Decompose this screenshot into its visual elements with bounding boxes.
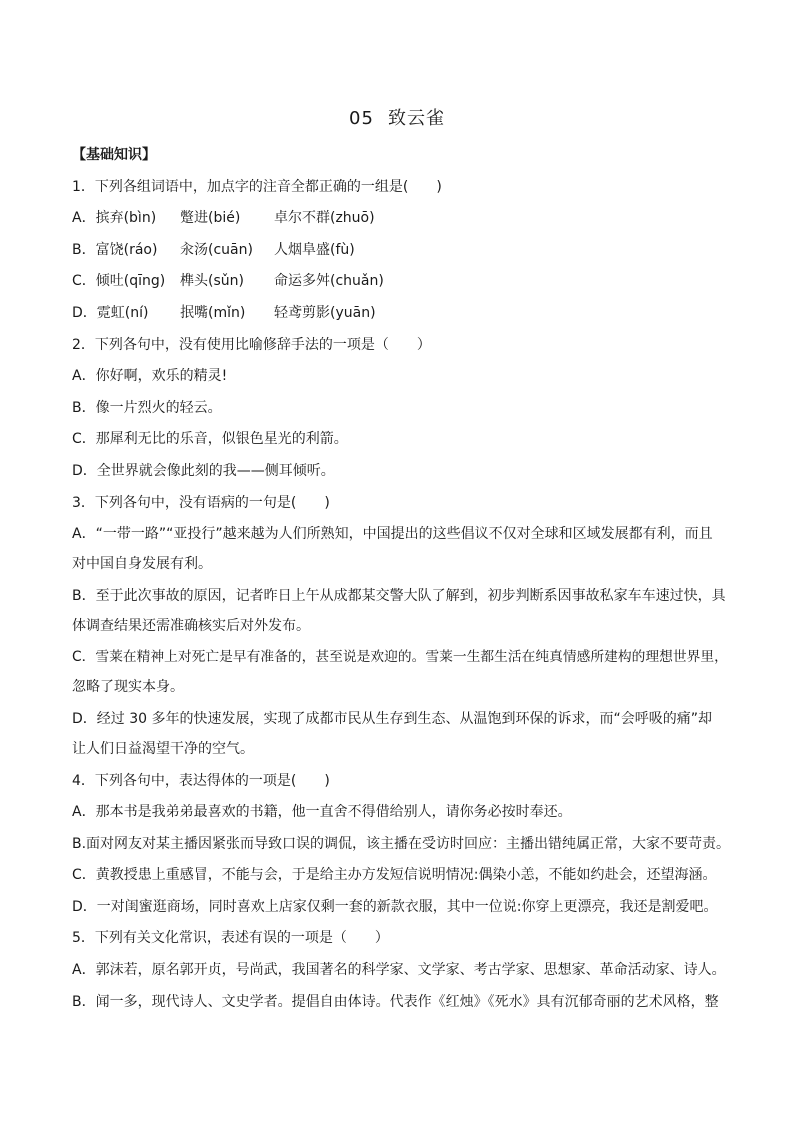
q3-option-b-line2: 体调查结果还需准确核实后对外发布。 [72,617,310,634]
q1-d-1: D．霓虹(ní) [72,304,149,321]
q3-option-c-line1: C．雪莱在精神上对死亡是早有准备的，甚至说是欢迎的。雪莱一生都生活在纯真情感所建构的理想世界里， [72,649,728,666]
q4-stem: 4．下列各句中，表达得体的一项是( ) [72,772,330,789]
lesson-title: 致云雀 [387,108,445,129]
q1-b-3: 人烟阜盛(fù) [274,241,355,258]
q1-a-2: 蹩进(bié) [180,210,241,227]
q3-option-a-line2: 对中国自身发展有利。 [72,556,212,573]
q2-option-c: C．那犀利无比的乐音，似银色星光的利箭。 [72,431,348,448]
q3-option-a-line1: A．“一带一路”“亚投行”越来越为人们所熟知，中国提出的这些倡议不仅对全球和区域发展都有利，而且 [72,526,713,543]
q1-b-1: B．富饶(ráo) [72,241,158,258]
q3-stem: 3．下列各句中，没有语病的一句是( ) [72,494,330,511]
lesson-number: 05 [349,108,374,129]
q4-option-b: B.面对网友对某主播因紧张而导致口误的调侃，该主播在受访时回应：主播出错纯属正常，大家不要苛责。 [72,835,731,852]
q1-c-1: C．倾吐(qīng) [72,273,166,290]
q2-option-a: A．你好啊，欢乐的精灵! [72,368,228,385]
q1-c-2: 榫头(sǔn) [180,273,244,290]
q3-option-c-line2: 忽略了现实本身。 [72,679,184,696]
q2-stem: 2．下列各句中，没有使用比喻修辞手法的一项是（ ） [72,336,431,353]
q1-a-3: 卓尔不群(zhuō) [274,210,375,227]
q1-option-b [72,240,734,272]
q1-option-a [72,208,734,240]
q2-option-b: B．像一片烈火的轻云。 [72,399,222,416]
q1-c-3: 命运多舛(chuǎn) [274,273,384,290]
q1-b-2: 汆汤(cuān) [180,241,253,258]
q3-option-d-line1: D．经过 30 多年的快速发展，实现了成都市民从生存到生态、从温饱到环保的诉求，而“会呼吸的痛”却 [72,710,712,727]
q5-option-b: B．闻一多，现代诗人、文史学者。提倡自由体诗。代表作《红烛》《死水》具有沉郁奇丽的艺术风格，整 [72,993,719,1010]
q5-stem: 5．下列有关文化常识，表述有误的一项是（ ） [72,930,389,947]
q4-option-c: C．黄教授患上重感冒，不能与会，于是给主办方发短信说明情况:偶染小恙，不能如约赴会，还望海涵。 [72,867,717,884]
q3-option-b-line1: B．至于此次事故的原因，记者昨日上午从成都某交警大队了解到，初步判断系因事故私家车车速过快，具 [72,587,726,604]
page-title [0,104,794,130]
q1-a-1: A．摈弃(bìn) [72,210,157,227]
exercise-content [72,145,734,1023]
q4-option-d: D．一对闺蜜逛商场，同时喜欢上店家仅剩一套的新款衣服，其中一位说:你穿上更漂亮，我还是割爱吧。 [72,898,718,915]
q1-d-2: 抿嘴(mǐn) [180,304,246,321]
q2-option-d: D．全世界就会像此刻的我——侧耳倾听。 [72,462,335,479]
q1-option-c [72,271,734,303]
q1-option-d [72,303,734,335]
q1-d-3: 轻鸢剪影(yuān) [274,304,376,321]
section-label: 【基础知识】 [72,147,156,163]
q5-option-a: A．郭沫若，原名郭开贞，号尚武，我国著名的科学家、文学家、考古学家、思想家、革命活动家、诗人。 [72,962,726,979]
q3-option-d-line2: 让人们日益渴望干净的空气。 [72,740,254,757]
q1-stem: 1．下列各组词语中，加点字的注音全都正确的一组是( ) [72,178,442,195]
q4-option-a: A．那本书是我弟弟最喜欢的书籍，他一直舍不得借给别人，请你务必按时奉还。 [72,804,572,821]
